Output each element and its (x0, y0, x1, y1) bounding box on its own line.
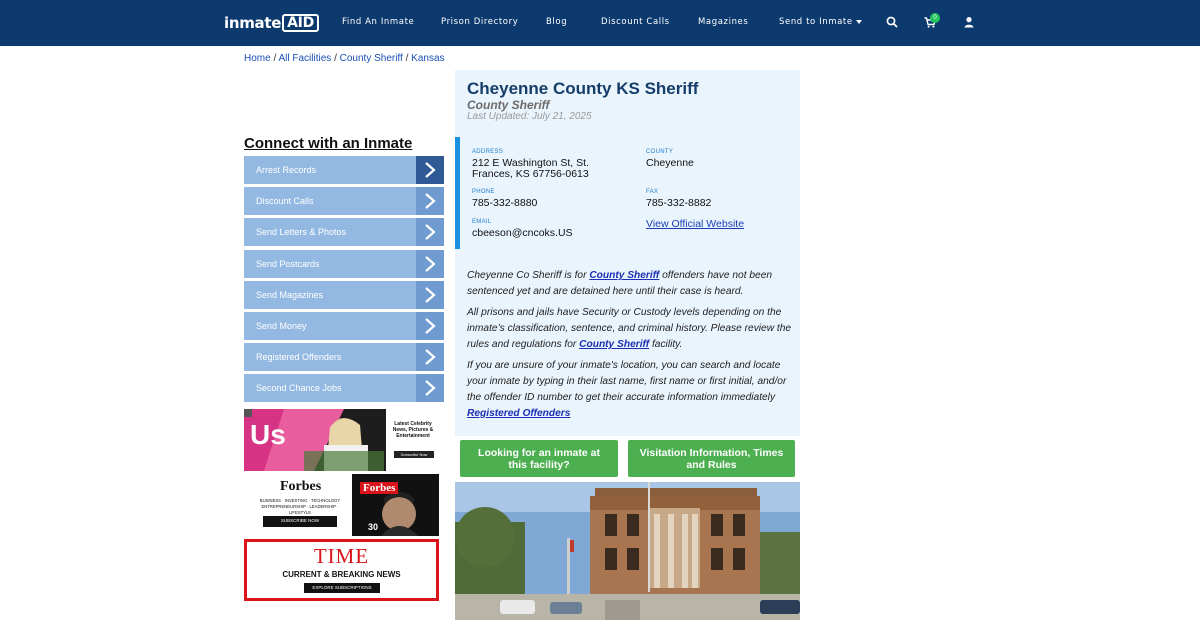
logo-text: inmate (224, 14, 282, 32)
registered-offenders-link[interactable]: Registered Offenders (467, 408, 571, 419)
forbes-cover-logo: Forbes (360, 482, 398, 494)
menu-item-registered-offenders[interactable] (244, 343, 444, 371)
search-icon[interactable] (885, 15, 899, 29)
breadcrumb-separator: / (334, 53, 337, 64)
address-line-1: 212 E Washington St, St. (472, 157, 589, 169)
top-navbar (0, 0, 1200, 46)
chevron-down-icon (856, 20, 862, 24)
facility-description (467, 268, 792, 427)
description-text: facility. (649, 339, 683, 350)
chevron-right-icon (416, 312, 444, 340)
menu-item-label: Discount Calls (256, 196, 314, 207)
county-sheriff-link[interactable]: County Sheriff (589, 270, 660, 281)
nav-send-to-inmate-label: Send to Inmate (779, 17, 853, 27)
us-cta: Subscribe Now (400, 452, 428, 457)
connect-menu (244, 156, 444, 406)
breadcrumb-separator: / (273, 53, 277, 64)
facility-title: Cheyenne County KS Sheriff (467, 79, 699, 98)
county-label: COUNTY (646, 149, 674, 155)
last-updated: Last Updated: July 21, 2025 (467, 111, 592, 122)
menu-item-second-chance-jobs[interactable] (244, 374, 444, 402)
menu-item-label: Registered Offenders (256, 352, 342, 363)
facility-details (455, 137, 800, 249)
fax-label: FAX (646, 189, 659, 195)
description-text: If you are unsure of your inmate's location, you can search and locate your inmate by typing in their last name, first name or first initial, and/or the offender ID number to get their accurate information immediately (467, 360, 787, 403)
menu-item-send-money[interactable] (244, 312, 444, 340)
courthouse-image (455, 482, 800, 620)
phone-label: PHONE (472, 189, 495, 195)
user-icon[interactable] (962, 15, 976, 29)
description-paragraph (467, 268, 792, 300)
breadcrumb-county-sheriff[interactable]: County Sheriff (339, 53, 403, 64)
forbes-cover-number: 30 (368, 522, 379, 532)
email-label: EMAIL (472, 219, 492, 225)
site-logo[interactable] (224, 13, 319, 33)
time-logo: TIME (313, 544, 370, 568)
county-sheriff-link[interactable]: County Sheriff (579, 339, 650, 350)
facility-photo (455, 482, 800, 620)
menu-item-send-letters[interactable] (244, 218, 444, 246)
nav-prison-directory[interactable]: Prison Directory (441, 17, 519, 27)
facility-info-card (455, 70, 800, 436)
facility-type: County Sheriff (467, 98, 550, 112)
find-inmate-at-facility-button[interactable]: Looking for an inmate at this facility? (460, 440, 618, 477)
official-website-link[interactable]: View Official Website (646, 218, 745, 230)
details-accent-bar (455, 137, 460, 249)
chevron-right-icon (416, 343, 444, 371)
description-text: offenders have not been sentenced yet and are detained here until their case is heard. (467, 270, 773, 297)
fax-value: 785-332-8882 (646, 197, 712, 209)
chevron-right-icon (416, 281, 444, 309)
time-tagline: CURRENT & BREAKING NEWS (282, 570, 401, 579)
description-paragraph (467, 358, 792, 422)
menu-item-send-postcards[interactable] (244, 250, 444, 278)
time-ad[interactable] (244, 539, 439, 601)
chevron-right-icon (416, 250, 444, 278)
chevron-right-icon (416, 187, 444, 215)
chevron-right-icon (416, 374, 444, 402)
connect-title: Connect with an Inmate (244, 135, 413, 152)
menu-item-arrest-records[interactable] (244, 156, 444, 184)
menu-item-label: Send Postcards (256, 258, 320, 269)
cart-count-badge: 0 (930, 13, 940, 23)
breadcrumb-home[interactable]: Home (244, 53, 271, 64)
forbes-logo: Forbes (280, 479, 322, 494)
visitation-info-button[interactable]: Visitation Information, Times and Rules (628, 440, 795, 477)
menu-item-label: Second Chance Jobs (256, 383, 342, 394)
description-text: All prisons and jails have Security or Custody levels depending on the inmate’s classification, sentence, and criminal history. Please review the rules and regulations for (467, 307, 792, 350)
address-label: ADDRESS (472, 149, 504, 155)
nav-send-to-inmate[interactable] (779, 17, 862, 27)
breadcrumb-kansas[interactable]: Kansas (411, 53, 445, 64)
us-logo: Us (250, 419, 286, 450)
chevron-right-icon (416, 218, 444, 246)
email-value: cbeeson@cncoks.US (472, 227, 573, 239)
logo-badge: AID (282, 14, 319, 32)
description-text: Cheyenne Co Sheriff is for (467, 270, 590, 281)
nav-magazines[interactable]: Magazines (698, 17, 749, 27)
nav-discount-calls[interactable]: Discount Calls (601, 17, 670, 27)
forbes-ad[interactable] (244, 474, 439, 536)
breadcrumb-all-facilities[interactable]: All Facilities (278, 53, 332, 64)
menu-item-label: Send Money (256, 320, 307, 331)
us-magazine-ad[interactable] (244, 409, 439, 471)
description-paragraph (467, 305, 792, 353)
nav-blog[interactable]: Blog (546, 17, 568, 27)
address-line-2: Frances, KS 67756-0613 (472, 168, 589, 180)
time-cta: EXPLORE SUBSCRIPTIONS (304, 583, 380, 593)
menu-item-label: Arrest Records (256, 165, 317, 175)
breadcrumb (244, 53, 445, 64)
county-value: Cheyenne (646, 157, 694, 169)
nav-find-inmate[interactable]: Find An Inmate (342, 17, 415, 27)
chevron-right-icon (416, 156, 444, 184)
breadcrumb-separator: / (405, 53, 409, 64)
menu-item-label: Send Letters & Photos (256, 227, 347, 238)
forbes-tagline: BUSINESS · INVESTING · TECHNOLOGY ENTREPRENEURSHIP · LEADERSHIP · LIFESTYLE (259, 498, 341, 515)
menu-item-send-magazines[interactable] (244, 281, 444, 309)
menu-item-label: Send Magazines (256, 289, 324, 300)
us-tagline: Latest Celebrity News, Pictures & Entertainment (392, 421, 434, 439)
menu-item-discount-calls[interactable] (244, 187, 444, 215)
phone-value: 785-332-8880 (472, 197, 538, 209)
forbes-cta: SUBSCRIBE NOW (280, 518, 320, 523)
